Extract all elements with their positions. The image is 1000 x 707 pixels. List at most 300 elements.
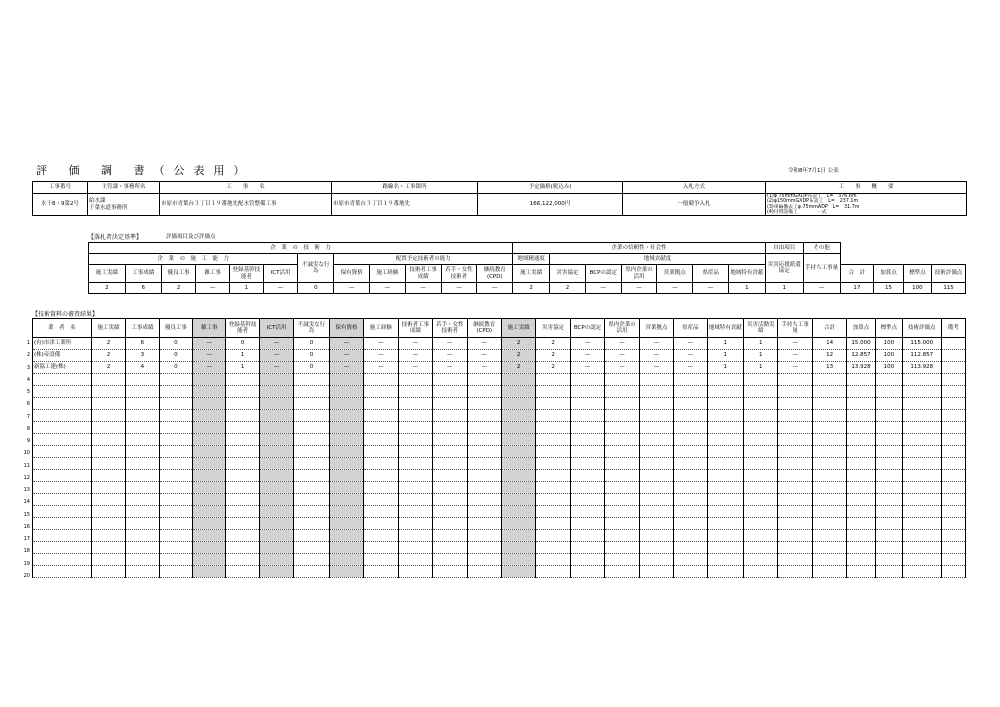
result-cell <box>941 410 965 422</box>
result-cell <box>778 446 812 458</box>
result-cell <box>536 530 570 542</box>
row-number: 6 <box>26 401 30 408</box>
publish-date: 令和8年7月1日 公表 <box>788 168 839 174</box>
result-cell: 1 <box>707 350 743 362</box>
result-cell <box>707 374 743 386</box>
result-cell <box>744 434 778 446</box>
result-cell <box>226 542 259 554</box>
result-cell <box>398 410 432 422</box>
result-cell <box>329 530 363 542</box>
results-col-18: 県産品 <box>674 319 707 338</box>
result-cell: 112.857 <box>903 350 941 362</box>
result-cell <box>193 398 226 410</box>
row-number: 5 <box>26 389 30 395</box>
result-cell <box>398 386 432 398</box>
result-cell <box>398 470 432 482</box>
criteria-col-7: 施工経験 <box>369 265 405 283</box>
table-row <box>33 422 966 434</box>
row-number: 1 <box>26 340 30 346</box>
result-cell <box>812 422 846 434</box>
result-cell <box>294 494 329 506</box>
row-number: 19 <box>23 560 30 567</box>
result-cell <box>744 542 778 554</box>
row-number: 14 <box>23 499 30 506</box>
result-cell <box>639 446 673 458</box>
result-cell <box>847 482 875 494</box>
result-cell: — <box>433 338 467 350</box>
criteria-value-4: 1 <box>230 283 264 294</box>
result-cell: 0 <box>294 338 329 350</box>
company-name <box>33 446 92 458</box>
result-cell <box>398 554 432 566</box>
result-cell <box>329 434 363 446</box>
result-cell: — <box>605 362 639 374</box>
result-cell <box>433 554 467 566</box>
result-cell: — <box>605 350 639 362</box>
result-cell: 0 <box>159 362 192 374</box>
result-cell <box>193 386 226 398</box>
result-cell <box>847 530 875 542</box>
company-name: (有)市津工業所 <box>33 338 92 350</box>
result-cell <box>433 410 467 422</box>
criteria-col-19: 加算点 <box>874 265 903 283</box>
criteria-table <box>88 242 966 294</box>
result-cell <box>847 518 875 530</box>
result-cell <box>433 422 467 434</box>
result-cell <box>778 530 812 542</box>
sub-koken: 地域貢献度 <box>550 254 766 265</box>
result-cell <box>91 374 125 386</box>
criteria-col-12: 災害協定 <box>550 265 586 283</box>
result-cell <box>226 566 259 578</box>
result-cell <box>903 446 941 458</box>
sub-saigai: 災害応援派遣協定 <box>765 254 803 283</box>
result-cell: — <box>778 350 812 362</box>
result-cell <box>159 530 192 542</box>
result-cell <box>875 374 902 386</box>
result-cell <box>226 446 259 458</box>
result-cell <box>364 470 398 482</box>
result-cell <box>707 398 743 410</box>
result-cell <box>903 386 941 398</box>
result-cell <box>903 518 941 530</box>
result-cell <box>126 434 159 446</box>
result-cell <box>875 386 902 398</box>
result-cell <box>501 518 535 530</box>
result-cell <box>639 482 673 494</box>
result-cell <box>398 398 432 410</box>
result-cell: — <box>193 338 226 350</box>
result-cell <box>159 542 192 554</box>
criteria-sublabel: 評価項目及び評価点 <box>166 234 216 240</box>
result-cell <box>707 434 743 446</box>
result-cell <box>193 374 226 386</box>
results-col-7: 不誠実な行為 <box>294 319 329 338</box>
result-cell <box>159 566 192 578</box>
result-cell: — <box>398 350 432 362</box>
company-name <box>33 458 92 470</box>
result-cell: — <box>433 350 467 362</box>
result-cell: 12.857 <box>847 350 875 362</box>
result-cell <box>674 542 707 554</box>
company-name <box>33 554 92 566</box>
result-cell <box>259 518 293 530</box>
result-cell <box>91 410 125 422</box>
result-cell <box>364 482 398 494</box>
result-cell: 2 <box>501 338 535 350</box>
criteria-col-0: 施工実績 <box>89 265 126 283</box>
result-cell <box>226 506 259 518</box>
result-cell <box>605 530 639 542</box>
result-cell: 2 <box>91 350 125 362</box>
result-cell <box>259 506 293 518</box>
result-cell <box>364 422 398 434</box>
result-cell <box>193 506 226 518</box>
results-col-3: 優良工事 <box>159 319 192 338</box>
sub-chiiki: 地域精通度 <box>513 254 550 265</box>
result-cell <box>501 494 535 506</box>
result-cell <box>941 362 965 374</box>
criteria-value-22: 15 <box>874 283 903 294</box>
result-cell <box>639 458 673 470</box>
result-cell <box>744 470 778 482</box>
result-cell <box>159 518 192 530</box>
row-number: 2 <box>26 352 30 359</box>
result-cell <box>812 386 846 398</box>
result-cell <box>674 494 707 506</box>
result-cell <box>674 482 707 494</box>
result-cell: — <box>778 362 812 374</box>
result-cell <box>259 386 293 398</box>
result-cell <box>364 446 398 458</box>
result-cell: 1 <box>226 350 259 362</box>
results-col-16: 県内企業の活用 <box>605 319 639 338</box>
result-cell <box>674 410 707 422</box>
result-cell <box>941 506 965 518</box>
result-cell <box>744 386 778 398</box>
result-cell <box>639 386 673 398</box>
result-cell <box>398 530 432 542</box>
result-cell: — <box>193 362 226 374</box>
result-cell <box>536 554 570 566</box>
result-cell <box>398 458 432 470</box>
result-cell <box>259 422 293 434</box>
result-cell <box>875 566 902 578</box>
result-cell <box>536 458 570 470</box>
result-cell <box>903 458 941 470</box>
result-cell: 14 <box>812 338 846 350</box>
result-cell <box>903 422 941 434</box>
result-cell: — <box>467 338 501 350</box>
result-cell <box>193 434 226 446</box>
result-cell <box>744 566 778 578</box>
result-cell <box>639 434 673 446</box>
results-table <box>32 318 966 578</box>
criteria-value-16: — <box>657 283 693 294</box>
criteria-value-7: — <box>334 283 370 294</box>
result-cell <box>501 398 535 410</box>
result-cell: 1 <box>707 362 743 374</box>
results-col-10: 技術者工事成績 <box>398 319 432 338</box>
result-cell: 13.928 <box>847 362 875 374</box>
result-cell <box>329 542 363 554</box>
criteria-value-0: 2 <box>89 283 126 294</box>
result-cell <box>536 506 570 518</box>
result-cell <box>467 482 501 494</box>
result-cell <box>433 542 467 554</box>
criteria-value-2: 2 <box>161 283 196 294</box>
result-cell <box>674 398 707 410</box>
project-header-3: 路線名・工事箇所 <box>332 182 478 194</box>
result-cell <box>126 506 159 518</box>
result-cell <box>605 482 639 494</box>
criteria-value-8: — <box>369 283 405 294</box>
company-name <box>33 374 92 386</box>
result-cell <box>941 422 965 434</box>
result-cell <box>433 458 467 470</box>
result-cell: 12 <box>812 350 846 362</box>
result-cell <box>126 566 159 578</box>
result-cell <box>941 482 965 494</box>
result-cell <box>536 446 570 458</box>
result-cell <box>226 494 259 506</box>
results-col-14: 災害協定 <box>536 319 570 338</box>
result-cell <box>329 410 363 422</box>
result-cell: 1 <box>707 338 743 350</box>
result-cell <box>875 398 902 410</box>
result-cell <box>91 458 125 470</box>
result-cell <box>467 530 501 542</box>
result-cell <box>259 470 293 482</box>
criteria-value-13: 2 <box>550 283 586 294</box>
result-cell: 0 <box>159 350 192 362</box>
result-cell <box>812 554 846 566</box>
row-number: 12 <box>23 474 30 481</box>
result-cell <box>501 506 535 518</box>
result-cell <box>364 458 398 470</box>
result-cell <box>570 374 604 386</box>
result-cell <box>294 434 329 446</box>
results-col-8: 保有資格 <box>329 319 363 338</box>
result-cell: — <box>639 362 673 374</box>
row-number: 10 <box>23 450 30 457</box>
result-cell <box>812 494 846 506</box>
result-cell <box>903 470 941 482</box>
result-cell <box>398 518 432 530</box>
result-cell <box>433 386 467 398</box>
criteria-col-17: 地域特有貢献 <box>728 265 765 283</box>
criteria-value-18: 1 <box>728 283 765 294</box>
table-row <box>33 542 966 554</box>
result-cell <box>847 422 875 434</box>
result-cell: 1 <box>744 362 778 374</box>
table-row <box>33 338 966 350</box>
result-cell <box>778 566 812 578</box>
criteria-value-14: — <box>585 283 621 294</box>
criteria-value-23: 100 <box>903 283 931 294</box>
result-cell <box>398 446 432 458</box>
result-cell <box>364 386 398 398</box>
result-cell <box>812 410 846 422</box>
company-name <box>33 434 92 446</box>
results-col-20: 災害活動実績 <box>744 319 778 338</box>
result-cell: — <box>570 350 604 362</box>
result-cell <box>193 554 226 566</box>
result-cell <box>744 494 778 506</box>
result-cell <box>744 458 778 470</box>
project-method: 一般競争入札 <box>623 194 766 216</box>
result-cell <box>570 494 604 506</box>
criteria-value-9: — <box>405 283 441 294</box>
result-cell <box>778 398 812 410</box>
result-cell <box>126 494 159 506</box>
result-cell <box>501 446 535 458</box>
company-name <box>33 518 92 530</box>
result-cell <box>941 470 965 482</box>
result-cell <box>259 542 293 554</box>
result-cell <box>364 374 398 386</box>
result-cell <box>639 470 673 482</box>
result-cell <box>707 458 743 470</box>
result-cell: 1 <box>744 350 778 362</box>
result-cell <box>875 470 902 482</box>
project-table <box>32 181 967 216</box>
row-number: 8 <box>26 425 30 432</box>
result-cell <box>847 494 875 506</box>
result-cell <box>778 458 812 470</box>
criteria-value-17: — <box>693 283 729 294</box>
result-cell: 3 <box>126 350 159 362</box>
result-cell <box>398 482 432 494</box>
result-cell <box>126 554 159 566</box>
result-cell <box>875 554 902 566</box>
criteria-value-12: 2 <box>513 283 550 294</box>
result-cell <box>259 458 293 470</box>
result-cell <box>398 422 432 434</box>
result-cell <box>226 458 259 470</box>
result-cell: — <box>467 362 501 374</box>
result-cell <box>570 446 604 458</box>
result-cell <box>812 434 846 446</box>
result-cell <box>294 446 329 458</box>
result-cell <box>605 554 639 566</box>
result-cell <box>605 410 639 422</box>
result-cell <box>536 470 570 482</box>
result-cell <box>674 470 707 482</box>
result-cell <box>226 554 259 566</box>
results-label: 【技術資料の審査結果】 <box>32 311 99 318</box>
result-cell <box>707 470 743 482</box>
company-name <box>33 482 92 494</box>
result-cell <box>674 434 707 446</box>
result-cell <box>159 554 192 566</box>
project-header-6: 工 事 概 要 <box>766 182 967 194</box>
results-col-13: 施工実績 <box>501 319 535 338</box>
sub-teate: 手持ち工事量 <box>803 254 840 283</box>
result-cell <box>707 422 743 434</box>
result-cell <box>329 398 363 410</box>
criteria-col-14: 県内企業の活用 <box>621 265 657 283</box>
result-cell <box>903 506 941 518</box>
result-cell <box>467 422 501 434</box>
result-cell <box>536 566 570 578</box>
result-cell <box>744 398 778 410</box>
result-cell <box>467 470 501 482</box>
result-cell: 115.000 <box>903 338 941 350</box>
result-cell <box>294 518 329 530</box>
result-cell <box>778 374 812 386</box>
result-cell: — <box>674 350 707 362</box>
criteria-value-20: — <box>803 283 840 294</box>
result-cell <box>536 518 570 530</box>
result-cell <box>536 398 570 410</box>
result-cell <box>605 434 639 446</box>
result-cell <box>193 410 226 422</box>
result-cell: — <box>398 338 432 350</box>
result-cell: 2 <box>91 338 125 350</box>
result-cell <box>875 410 902 422</box>
results-col-4: 雑工事 <box>193 319 226 338</box>
result-cell <box>903 482 941 494</box>
result-cell: 0 <box>294 350 329 362</box>
results-col-24: 標準点 <box>875 319 902 338</box>
result-cell <box>536 374 570 386</box>
result-cell: — <box>364 338 398 350</box>
criteria-col-13: BCPの認定 <box>585 265 621 283</box>
result-cell: 2 <box>536 338 570 350</box>
criteria-col-2: 優良工事 <box>161 265 196 283</box>
criteria-label: 【落札者決定基準】 <box>88 234 143 241</box>
result-cell: — <box>364 362 398 374</box>
result-cell <box>570 554 604 566</box>
project-name: 市原市青葉台３丁目１９番地先配水管整備工事 <box>160 194 332 216</box>
result-cell <box>193 530 226 542</box>
result-cell <box>847 434 875 446</box>
results-col-6: ICT活用 <box>259 319 293 338</box>
result-cell <box>875 542 902 554</box>
result-cell <box>903 410 941 422</box>
result-cell <box>193 458 226 470</box>
result-cell <box>875 494 902 506</box>
result-cell <box>570 470 604 482</box>
result-cell <box>875 482 902 494</box>
result-cell <box>707 554 743 566</box>
criteria-value-5: — <box>263 283 298 294</box>
project-office: 給水課 千葉水道事務所 <box>88 194 160 216</box>
result-cell <box>467 554 501 566</box>
page-title: 評 価 調 書（公表用） <box>36 164 254 177</box>
result-cell <box>159 494 192 506</box>
result-cell: — <box>398 362 432 374</box>
result-cell <box>674 374 707 386</box>
result-cell <box>294 482 329 494</box>
result-cell <box>91 386 125 398</box>
result-cell <box>707 446 743 458</box>
criteria-col-16: 県産品 <box>693 265 729 283</box>
result-cell <box>91 422 125 434</box>
result-cell: 13 <box>812 362 846 374</box>
results-col-2: 工事成績 <box>126 319 159 338</box>
result-cell <box>570 410 604 422</box>
result-cell <box>941 374 965 386</box>
table-row <box>33 386 966 398</box>
company-name <box>33 542 92 554</box>
result-cell <box>744 422 778 434</box>
result-cell <box>126 542 159 554</box>
result-cell <box>605 566 639 578</box>
result-cell: 2 <box>501 362 535 374</box>
result-cell: 113.928 <box>903 362 941 374</box>
